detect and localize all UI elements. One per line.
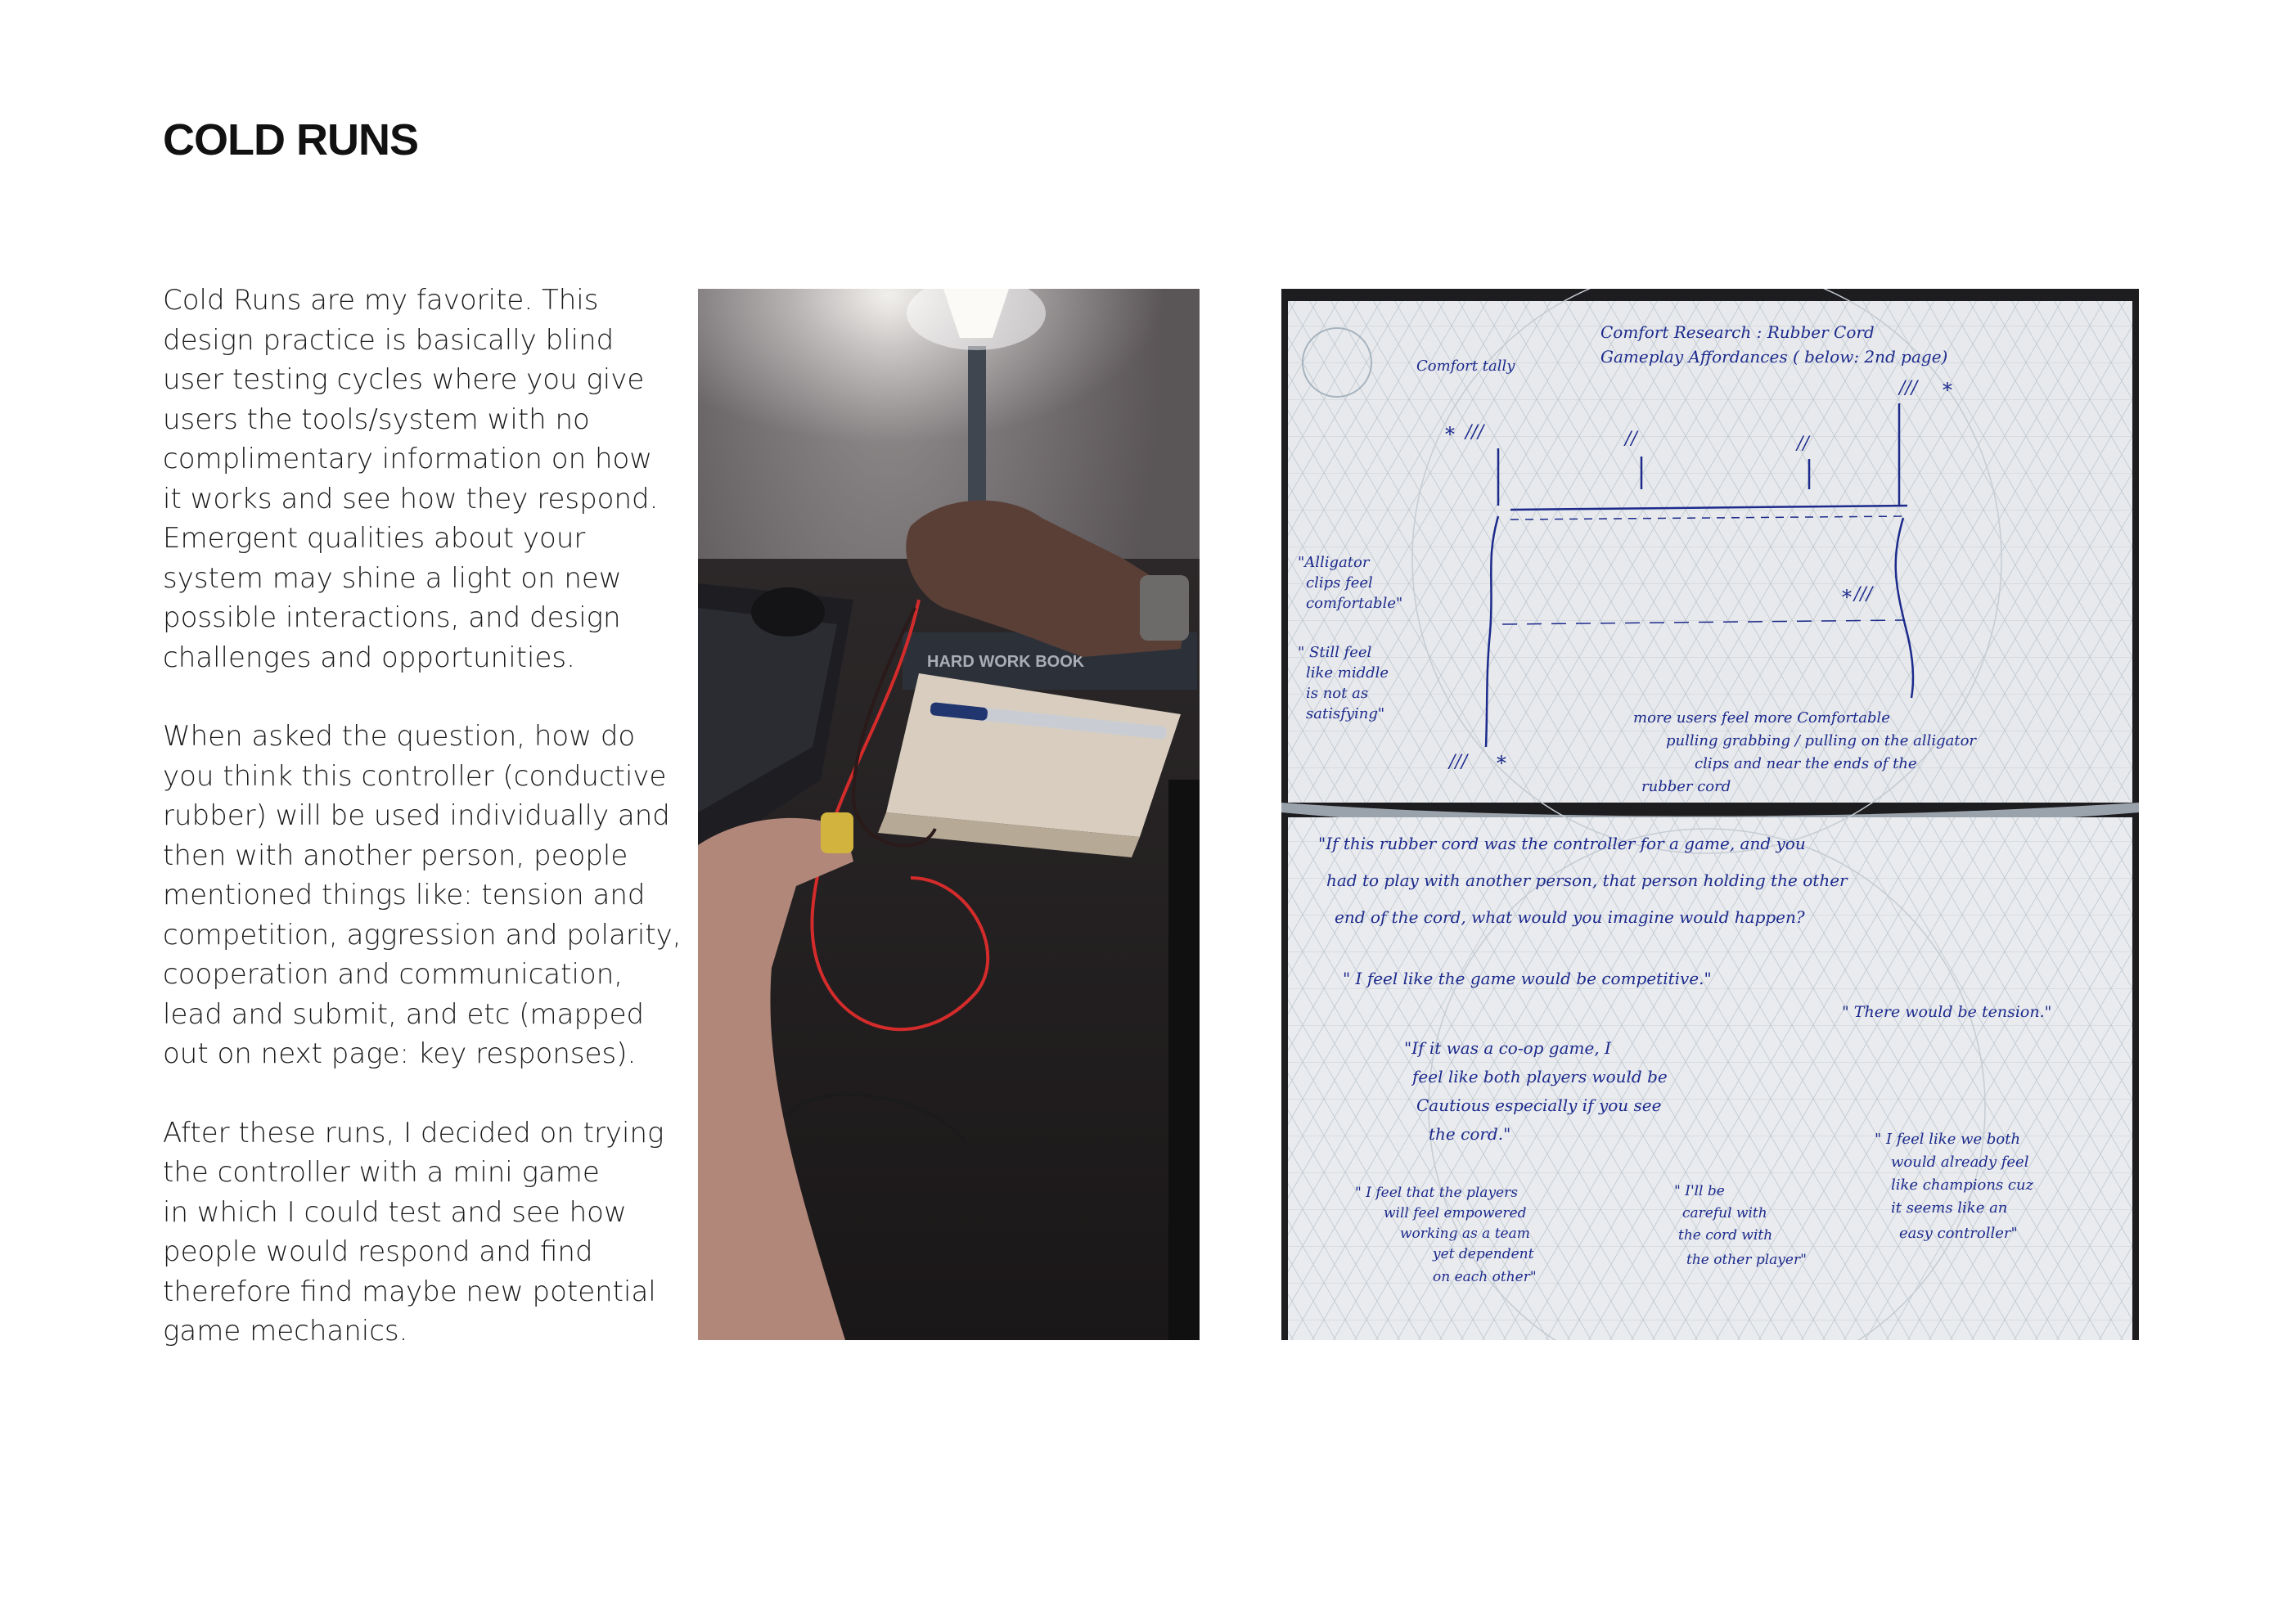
- quote-6-2: careful with: [1682, 1205, 1767, 1221]
- left-note2-4: satisfying": [1306, 705, 1385, 722]
- tally-bottom: ///: [1449, 752, 1468, 772]
- text-line: cooperation and communication,: [163, 958, 624, 991]
- left-note-3: comfortable": [1306, 595, 1403, 612]
- comfort-tally-label: Comfort tally: [1416, 358, 1515, 375]
- bottom-note-4: rubber cord: [1641, 778, 1731, 795]
- body-text: [163, 281, 682, 1352]
- star-right: *: [1943, 379, 1952, 402]
- paragraph-3: [163, 1113, 664, 1352]
- text-line: therefore find maybe new potential: [163, 1275, 656, 1308]
- quote-4-2: would already feel: [1891, 1154, 2029, 1171]
- left-note2-2: like middle: [1306, 664, 1389, 682]
- left-note2-1: " Still feel: [1298, 644, 1372, 661]
- quote-6-1: " I'll be: [1674, 1183, 1725, 1199]
- text-line: Emergent qualities about your: [163, 522, 586, 555]
- text-line: competition, aggression and polarity,: [163, 918, 682, 951]
- page-title: COLD RUNS: [163, 115, 418, 164]
- quote-3-3: Cautious especially if you see: [1416, 1095, 1662, 1115]
- text-line: in which I could test and see how: [163, 1195, 627, 1229]
- notes-header-1: Comfort Research : Rubber Cord: [1600, 322, 1875, 342]
- tally-left: ///: [1465, 422, 1484, 443]
- bottom-note-2: pulling grabbing / pulling on the alligator: [1666, 732, 1977, 749]
- tally-mid-left: //: [1625, 429, 1637, 449]
- question-line-2: had to play with another person, that person holding the other: [1326, 870, 1848, 890]
- tally-mid-right: //: [1797, 434, 1809, 454]
- text-line: users the tools/system with no: [163, 403, 590, 436]
- tally-right: ///: [1899, 378, 1918, 398]
- left-note2-3: is not as: [1306, 685, 1369, 702]
- text-line: you think this controller (conductive: [163, 759, 667, 793]
- bottom-note-1: more users feel more Comfortable: [1633, 709, 1890, 727]
- text-line: challenges and opportunities.: [163, 641, 575, 674]
- quote-6-4: the other player": [1686, 1252, 1807, 1268]
- text-line: out on next page: key responses).: [163, 1037, 637, 1070]
- left-note-2: clips feel: [1306, 574, 1373, 592]
- quote-4-4: it seems like an: [1891, 1199, 2008, 1217]
- quote-4-1: " I feel like we both: [1875, 1131, 2021, 1148]
- notebook-notes-photo: [1281, 289, 2139, 1340]
- question-line-1: "If this rubber cord was the controller for a game, and you: [1318, 834, 1806, 853]
- quote-2: " There would be tension.": [1842, 1003, 2052, 1021]
- quote-4-5: easy controller": [1899, 1225, 2018, 1242]
- quote-5-4: yet dependent: [1433, 1246, 1534, 1262]
- text-line: complimentary information on how: [163, 443, 653, 475]
- text-line: it works and see how they respond.: [163, 482, 659, 515]
- text-line: then with another person, people: [163, 839, 628, 872]
- text-line: system may shine a light on new: [163, 561, 622, 595]
- star-bottom: *: [1497, 752, 1506, 775]
- text-line: After these runs, I decided on trying: [163, 1116, 664, 1149]
- text-line: people would respond and find: [163, 1235, 593, 1268]
- quote-6-3: the cord with: [1678, 1227, 1773, 1244]
- text-line: possible interactions, and design: [163, 601, 621, 634]
- paragraph-1: [163, 281, 659, 677]
- text-line: design practice is basically blind: [163, 323, 615, 357]
- left-note-1: "Alligator: [1298, 554, 1370, 571]
- quote-3-4: the cord.": [1429, 1124, 1511, 1144]
- user-testing-photo: [698, 289, 1200, 1340]
- star-right-lower: *: [1842, 586, 1852, 609]
- text-line: When asked the question, how do: [163, 720, 636, 753]
- text-line: lead and submit, and etc (mapped: [163, 997, 645, 1031]
- text-line: game mechanics.: [163, 1315, 408, 1347]
- bottom-note-3: clips and near the ends of the: [1695, 755, 1917, 772]
- text-line: rubber) will be used individually and: [163, 799, 670, 832]
- paragraph-2: [163, 717, 682, 1074]
- text-line: mentioned things like: tension and: [163, 879, 646, 911]
- quote-1: " I feel like the game would be competitive.": [1343, 969, 1712, 988]
- star-left: *: [1445, 423, 1455, 446]
- quote-5-5: on each other": [1433, 1269, 1537, 1285]
- notes-header-2: Gameplay Affordances ( below: 2nd page): [1600, 347, 1948, 367]
- book-spine-text: HARD WORK BOOK: [927, 653, 1085, 671]
- quote-3-1: "If it was a co-op game, I: [1404, 1038, 1611, 1058]
- quote-3-2: feel like both players would be: [1412, 1067, 1668, 1086]
- text-line: Cold Runs are my favorite. This: [163, 284, 599, 317]
- quote-4-3: like champions cuz: [1891, 1176, 2034, 1194]
- notebook-illustration: [1281, 289, 2139, 1340]
- text-line: the controller with a mini game: [163, 1156, 600, 1189]
- quote-5-3: working as a team: [1400, 1226, 1530, 1242]
- photo-illustration: [698, 289, 1200, 1340]
- quote-5-2: will feel empowered: [1384, 1205, 1527, 1221]
- tally-right-lower: ///: [1854, 584, 1873, 605]
- question-line-3: end of the cord, what would you imagine would happen?: [1335, 907, 1805, 927]
- text-line: user testing cycles where you give: [163, 363, 645, 396]
- quote-5-1: " I feel that the players: [1355, 1185, 1518, 1201]
